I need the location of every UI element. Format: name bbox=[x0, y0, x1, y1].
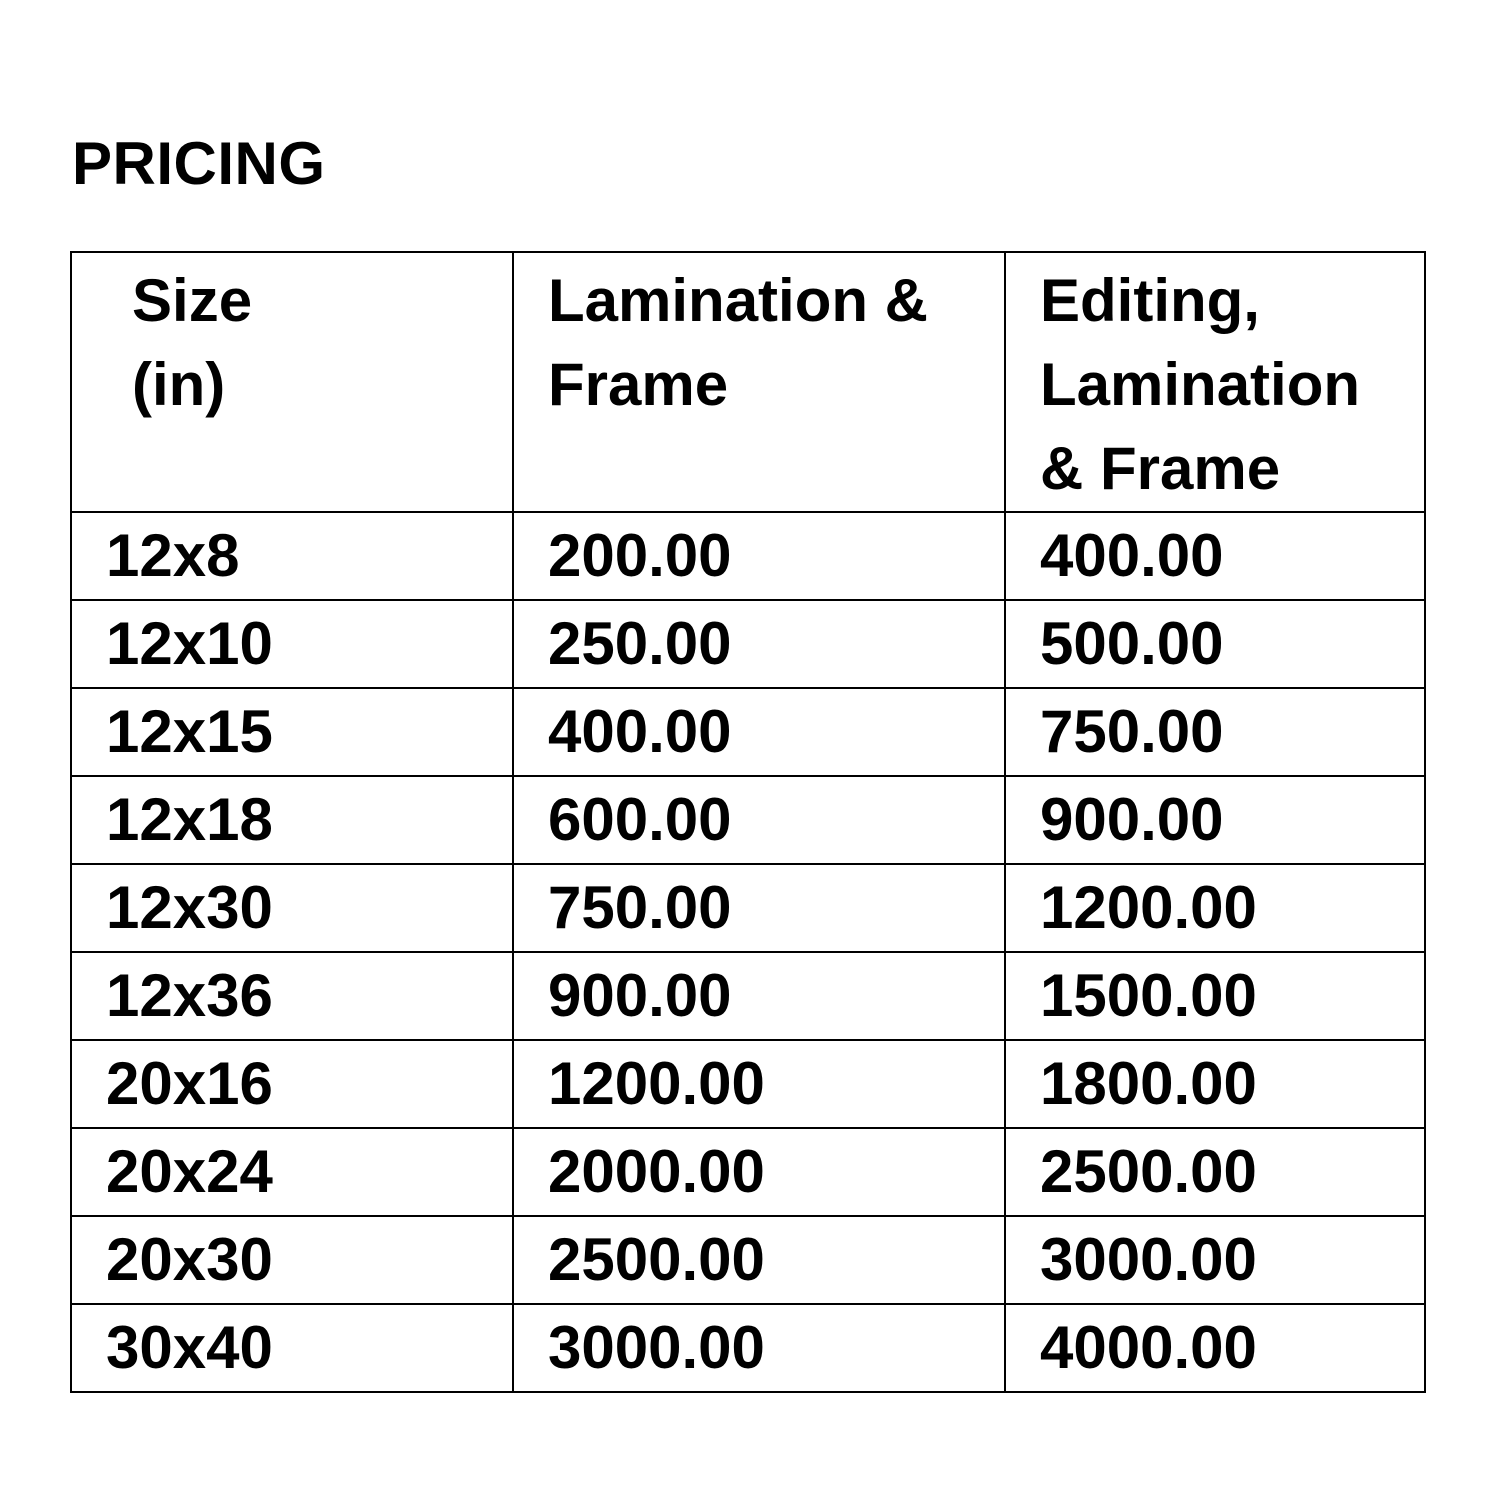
header-line: & Frame bbox=[1040, 435, 1281, 502]
editing-lamination-frame-price-cell: 400.00 bbox=[1005, 512, 1425, 600]
table-row bbox=[71, 512, 1425, 600]
editing-lamination-frame-price-cell: 2500.00 bbox=[1005, 1128, 1425, 1216]
editing-lamination-frame-price-cell: 900.00 bbox=[1005, 776, 1425, 864]
editing-lamination-frame-price-cell: 1800.00 bbox=[1005, 1040, 1425, 1128]
editing-lamination-frame-price-cell: 500.00 bbox=[1005, 600, 1425, 688]
lamination-frame-price-cell: 3000.00 bbox=[513, 1304, 1005, 1392]
table-row bbox=[71, 1040, 1425, 1128]
editing-lamination-frame-price-cell: 1500.00 bbox=[1005, 952, 1425, 1040]
size-cell: 12x10 bbox=[71, 600, 513, 688]
lamination-frame-price-cell: 900.00 bbox=[513, 952, 1005, 1040]
table-row bbox=[71, 688, 1425, 776]
lamination-frame-price-cell: 750.00 bbox=[513, 864, 1005, 952]
column-header-size bbox=[71, 252, 513, 512]
header-line: Size bbox=[132, 267, 253, 334]
size-cell: 20x30 bbox=[71, 1216, 513, 1304]
size-cell: 30x40 bbox=[71, 1304, 513, 1392]
column-header-editing-lamination-frame bbox=[1005, 252, 1425, 512]
editing-lamination-frame-price-cell: 3000.00 bbox=[1005, 1216, 1425, 1304]
lamination-frame-price-cell: 400.00 bbox=[513, 688, 1005, 776]
size-cell: 12x36 bbox=[71, 952, 513, 1040]
table-row bbox=[71, 600, 1425, 688]
lamination-frame-price-cell: 250.00 bbox=[513, 600, 1005, 688]
table-row bbox=[71, 952, 1425, 1040]
table-header-row bbox=[71, 252, 1425, 512]
lamination-frame-price-cell: 200.00 bbox=[513, 512, 1005, 600]
size-cell: 12x8 bbox=[71, 512, 513, 600]
table-row bbox=[71, 1128, 1425, 1216]
lamination-frame-price-cell: 600.00 bbox=[513, 776, 1005, 864]
header-line: Editing, bbox=[1040, 267, 1260, 334]
size-cell: 12x30 bbox=[71, 864, 513, 952]
editing-lamination-frame-price-cell: 4000.00 bbox=[1005, 1304, 1425, 1392]
header-line: Frame bbox=[548, 351, 729, 418]
pricing-table bbox=[70, 251, 1426, 1393]
lamination-frame-price-cell: 1200.00 bbox=[513, 1040, 1005, 1128]
size-cell: 20x24 bbox=[71, 1128, 513, 1216]
table-row bbox=[71, 1304, 1425, 1392]
header-line: Lamination bbox=[1040, 351, 1361, 418]
table-row bbox=[71, 1216, 1425, 1304]
lamination-frame-price-cell: 2500.00 bbox=[513, 1216, 1005, 1304]
size-cell: 12x18 bbox=[71, 776, 513, 864]
editing-lamination-frame-price-cell: 1200.00 bbox=[1005, 864, 1425, 952]
header-line: (in) bbox=[132, 351, 226, 418]
table-row bbox=[71, 864, 1425, 952]
lamination-frame-price-cell: 2000.00 bbox=[513, 1128, 1005, 1216]
page-title: PRICING bbox=[72, 130, 326, 197]
column-header-lamination-frame bbox=[513, 252, 1005, 512]
table-row bbox=[71, 776, 1425, 864]
header-line: Lamination & bbox=[548, 267, 929, 334]
size-cell: 20x16 bbox=[71, 1040, 513, 1128]
size-cell: 12x15 bbox=[71, 688, 513, 776]
editing-lamination-frame-price-cell: 750.00 bbox=[1005, 688, 1425, 776]
